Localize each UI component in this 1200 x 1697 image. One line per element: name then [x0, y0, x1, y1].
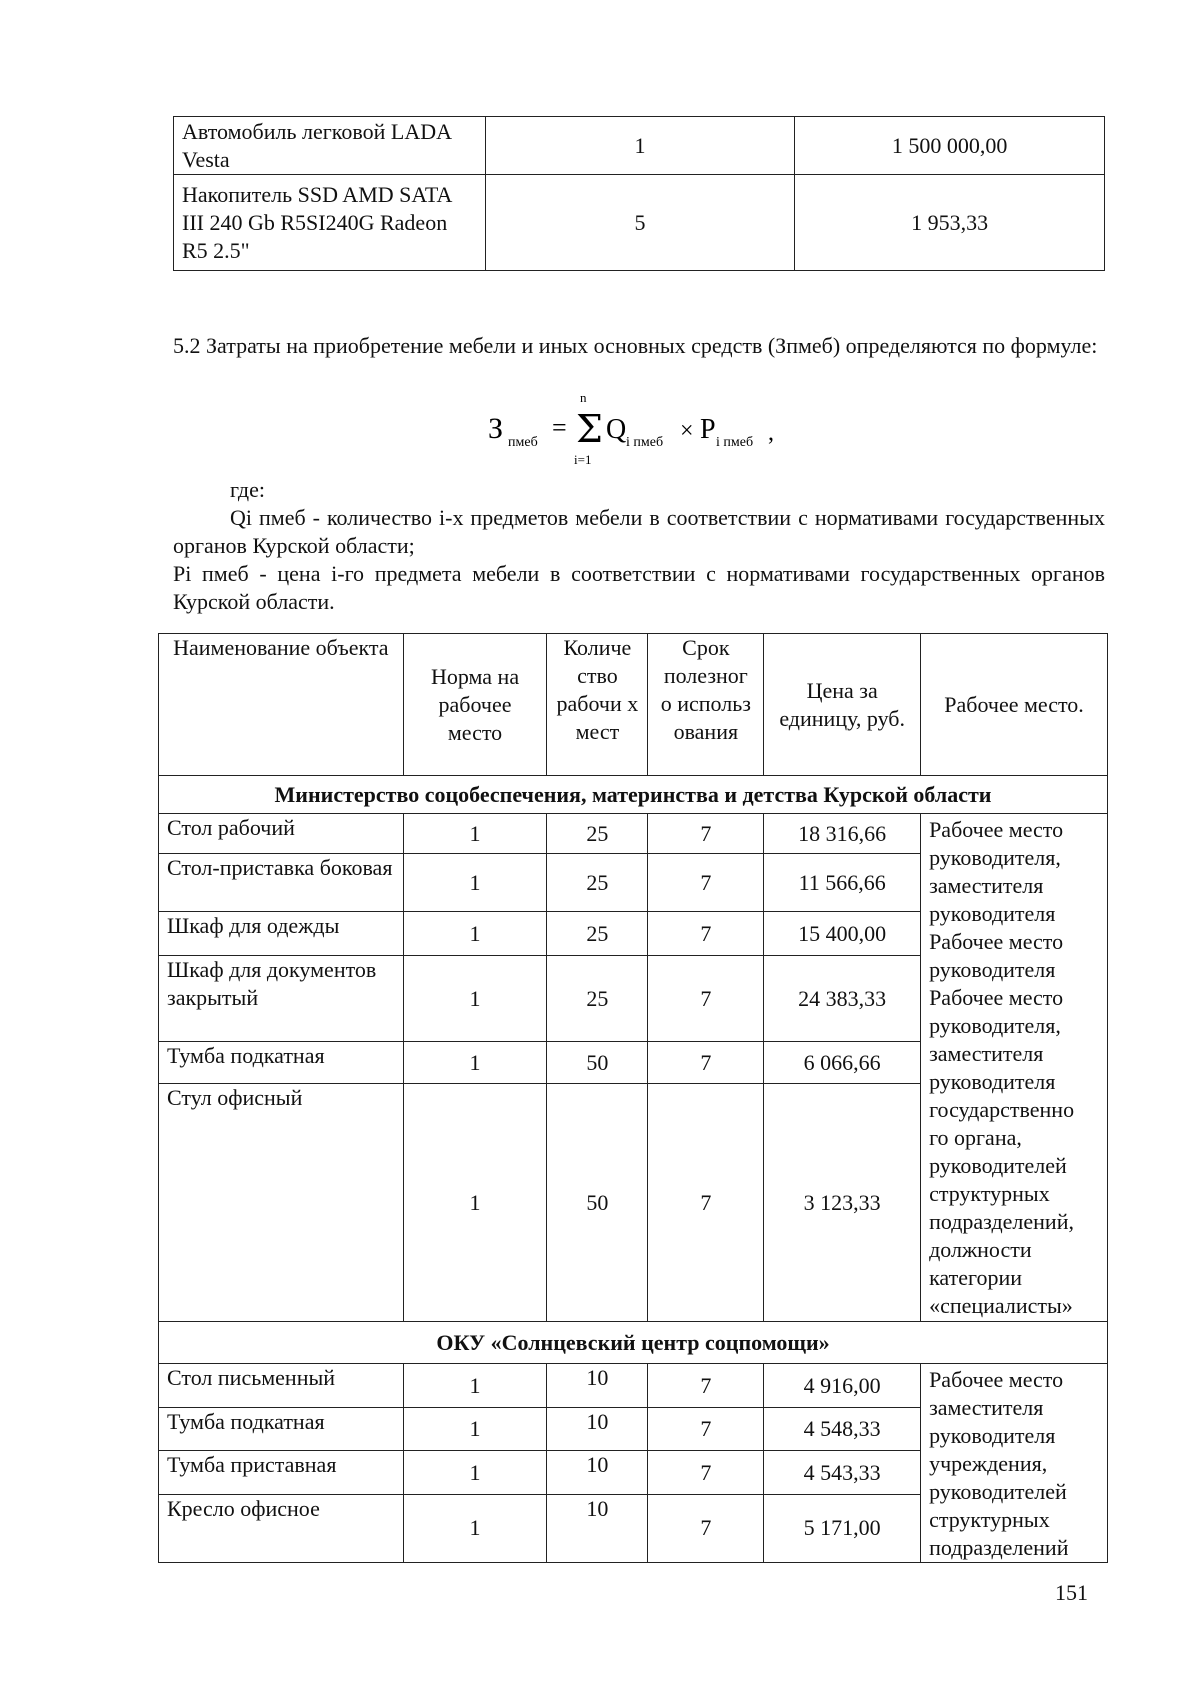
- row-name: Тумба приставная: [159, 1451, 404, 1494]
- row-price: 6 066,66: [764, 1042, 921, 1084]
- row-term: 7: [648, 854, 764, 912]
- row-name: Тумба подкатная: [159, 1408, 404, 1451]
- header-norm: Норма на рабочее место: [403, 634, 547, 776]
- svg-text:=: =: [552, 413, 567, 442]
- section-intro: 5.2 Затраты на приобретение мебели и иных основных средств (Зпмеб) определяются по формуле:: [173, 333, 1098, 358]
- header-term: Срок полезног о использ ования: [648, 634, 764, 776]
- row-name: Стол рабочий: [159, 814, 404, 854]
- page-number: 151: [1055, 1580, 1088, 1605]
- row-price: 5 171,00: [764, 1494, 921, 1562]
- row-price: 18 316,66: [764, 814, 921, 854]
- item-name: Автомобиль легковой LADA Vesta: [174, 117, 486, 175]
- q-definition: Qi пмеб - количество i-х предметов мебели в соответствии с нормативами государственных органов Курской области;: [173, 505, 1105, 558]
- formula-sum-bottom: i=1: [574, 452, 592, 467]
- row-name: Стол письменный: [159, 1364, 404, 1408]
- item-name: Накопитель SSD AMD SATA III 240 Gb R5SI240G Radeon R5 2.5": [174, 175, 486, 271]
- row-term: 7: [648, 1084, 764, 1322]
- table-row: [159, 814, 1108, 854]
- row-price: 15 400,00: [764, 912, 921, 956]
- header-workplace: Рабочее место.: [921, 634, 1108, 776]
- row-count: 25: [547, 956, 648, 1042]
- sigma-icon: Σ: [576, 407, 603, 451]
- row-count: 25: [547, 854, 648, 912]
- formula-p: P: [700, 414, 716, 445]
- item-price: 1 953,33: [795, 175, 1105, 271]
- svg-text:,: ,: [768, 420, 774, 446]
- row-term: 7: [648, 1364, 764, 1408]
- row-count: 10: [547, 1364, 648, 1408]
- row-norm: 1: [403, 1408, 547, 1451]
- table-row: [159, 1364, 1108, 1408]
- group-title: ОКУ «Солнцевский центр соцпомощи»: [159, 1322, 1108, 1364]
- row-name: Шкаф для документов закрытый: [159, 956, 404, 1042]
- p-definition: Pi пмеб - цена i-го предмета мебели в соответствии с нормативами государственных органов Курской области.: [173, 561, 1105, 614]
- formula-p-sub: i пмеб: [716, 435, 754, 450]
- item-qty: 1: [485, 117, 795, 175]
- table-row: [174, 175, 1105, 271]
- row-count: 10: [547, 1408, 648, 1451]
- item-qty: 5: [485, 175, 795, 271]
- row-norm: 1: [403, 912, 547, 956]
- header-name: Наименование объекта: [159, 634, 404, 776]
- row-term: 7: [648, 912, 764, 956]
- row-name: Тумба подкатная: [159, 1042, 404, 1084]
- header-price: Цена за единицу, руб.: [764, 634, 921, 776]
- row-term: 7: [648, 1042, 764, 1084]
- formula-lhs: З: [488, 412, 504, 445]
- cost-formula: [480, 390, 800, 470]
- row-price: 4 916,00: [764, 1364, 921, 1408]
- group-title-row: [159, 776, 1108, 814]
- row-term: 7: [648, 1494, 764, 1562]
- row-term: 7: [648, 1408, 764, 1451]
- row-count: 50: [547, 1042, 648, 1084]
- row-name: Шкаф для одежды: [159, 912, 404, 956]
- row-norm: 1: [403, 1494, 547, 1562]
- row-name: Стол-приставка боковая: [159, 854, 404, 912]
- formula-q-sub: i пмеб: [626, 435, 664, 450]
- workplace-cell: Рабочее место заместителя руководителя учреждения, руководителей структурных подразделений: [921, 1364, 1108, 1563]
- table-row: [174, 117, 1105, 175]
- top-table: [173, 116, 1105, 271]
- row-norm: 1: [403, 1364, 547, 1408]
- row-norm: 1: [403, 956, 547, 1042]
- formula-lhs-sub: пмеб: [508, 435, 538, 450]
- row-price: 4 543,33: [764, 1451, 921, 1494]
- row-term: 7: [648, 814, 764, 854]
- formula-sum-top: n: [580, 390, 587, 405]
- header-count: Количе ство рабочи х мест: [547, 634, 648, 776]
- group-title-row: [159, 1322, 1108, 1364]
- row-norm: 1: [403, 1042, 547, 1084]
- formula-q: Q: [606, 414, 627, 445]
- row-count: 50: [547, 1084, 648, 1322]
- row-price: 3 123,33: [764, 1084, 921, 1322]
- row-norm: 1: [403, 854, 547, 912]
- row-count: 10: [547, 1494, 648, 1562]
- row-norm: 1: [403, 1451, 547, 1494]
- header-row: [159, 634, 1108, 776]
- row-count: 25: [547, 912, 648, 956]
- row-term: 7: [648, 956, 764, 1042]
- item-price: 1 500 000,00: [795, 117, 1105, 175]
- furniture-table: [158, 633, 1108, 1563]
- row-price: 11 566,66: [764, 854, 921, 912]
- svg-text:×: ×: [680, 418, 694, 444]
- row-price: 4 548,33: [764, 1408, 921, 1451]
- row-count: 25: [547, 814, 648, 854]
- row-price: 24 383,33: [764, 956, 921, 1042]
- row-norm: 1: [403, 1084, 547, 1322]
- where-label: где:: [230, 477, 265, 502]
- row-name: Стул офисный: [159, 1084, 404, 1322]
- workplace-cell: Рабочее место руководителя, заместителя руководителя Рабочее место руководителя Рабочее место руководителя, заместителя руководителя государственно го органа, руководителей структурных подразделений, должности категории «специалисты»: [921, 814, 1108, 1322]
- row-norm: 1: [403, 814, 547, 854]
- row-name: Кресло офисное: [159, 1494, 404, 1562]
- group-title: Министерство соцобеспечения, материнства и детства Курской области: [159, 776, 1108, 814]
- row-term: 7: [648, 1451, 764, 1494]
- row-count: 10: [547, 1451, 648, 1494]
